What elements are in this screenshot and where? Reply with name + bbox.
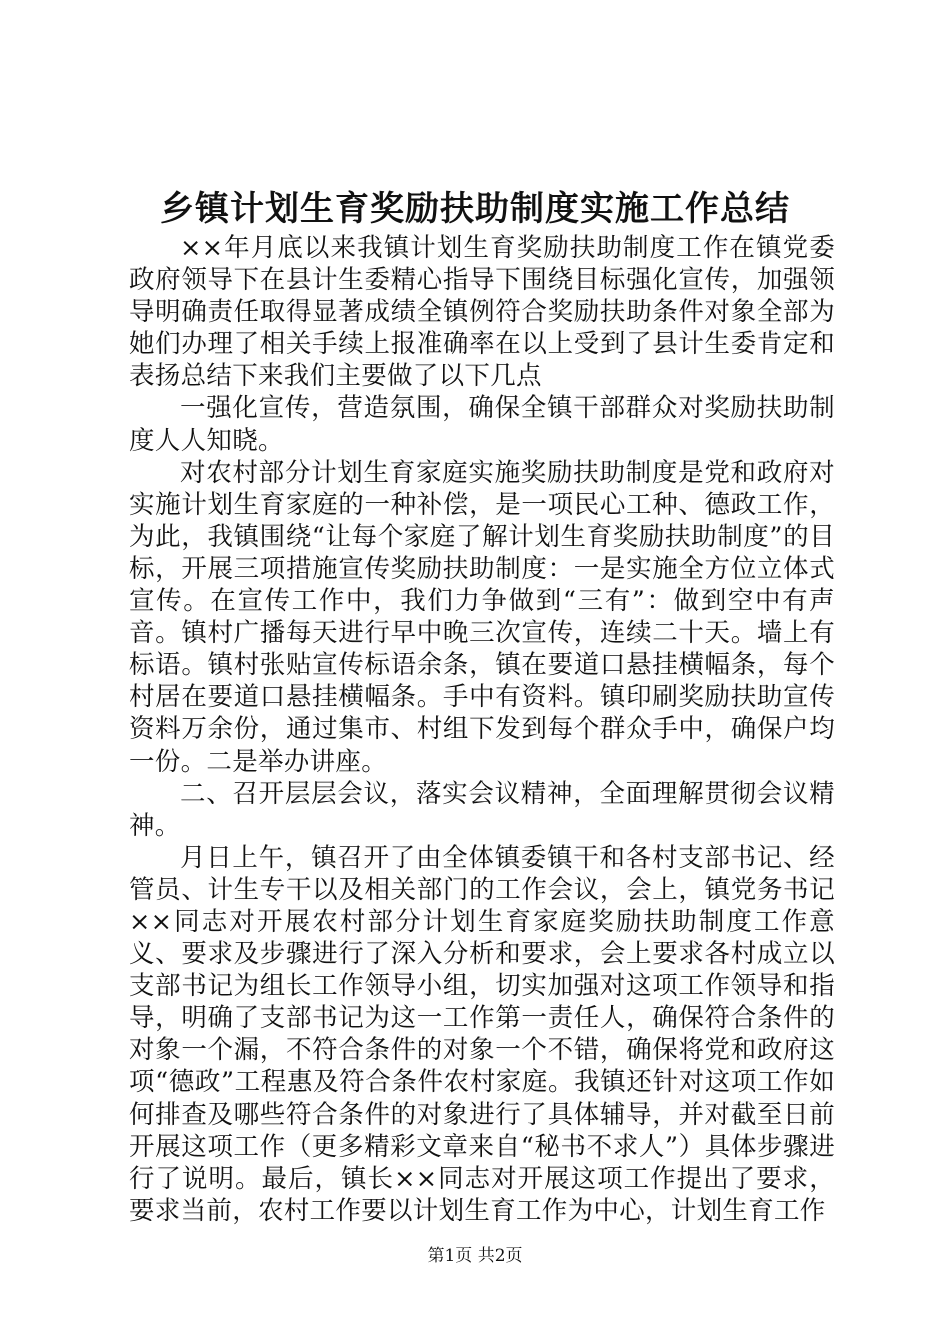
paragraph-intro: ××年月底以来我镇计划生育奖励扶助制度工作在镇党委政府领导下在县计生委精心指导下围绕目标强化宣传，加强领导明确责任取得显著成绩全镇例符合奖励扶助条件对象全部为她们办理了相关手续上报准确率在以上受到了县计生委肯定和表扬总结下来我们主要做了以下几点 xyxy=(129,233,835,392)
paragraph-meeting: 月日上午，镇召开了由全体镇委镇干和各村支部书记、经管员、计生专干以及相关部门的工作会议，会上，镇党务书记××同志对开展农村部分计划生育家庭奖励扶助制度工作意义、要求及步骤进行了深入分析和要求，会上要求各村成立以支部书记为组长工作领导小组，切实加强对这项工作领导和指导，明确了支部书记为这一工作第一责任人，确保符合条件的对象一个漏，不符合条件的对象一个不错，确保将党和政府这项“德政”工程惠及符合条件农村家庭。我镇还针对这项工作如何排查及哪些符合条件的对象进行了具体辅导，并对截至日前开展这项工作（更多精彩文章来自“秘书不求人”）具体步骤进行了说明。最后，镇长××同志对开展这项工作提出了要求，要求当前，农村工作要以计划生育工作为中心，计划生育工作 xyxy=(129,842,835,1226)
page-number: 第1页 共2页 xyxy=(427,1246,523,1266)
paragraph-heading-1: 一强化宣传，营造氛围，确保全镇干部群众对奖励扶助制度人人知晓。 xyxy=(129,393,835,456)
document-body xyxy=(129,232,835,1227)
document-title: 乡镇计划生育奖励扶助制度实施工作总结 xyxy=(160,189,790,229)
paragraph-publicity: 对农村部分计划生育家庭实施奖励扶助制度是党和政府对实施计划生育家庭的一种补偿，是一项民心工种、德政工作，为此，我镇围绕“让每个家庭了解计划生育奖励扶助制度”的目标，开展三项措施宣传奖励扶助制度：一是实施全方位立体式宣传。在宣传工作中，我们力争做到“三有”：做到空中有声音。镇村广播每天进行早中晚三次宣传，连续二十天。墙上有标语。镇村张贴宣传标语余条，镇在要道口悬挂横幅条，每个村居在要道口悬挂横幅条。手中有资料。镇印刷奖励扶助宣传资料万余份，通过集市、村组下发到每个群众手中，确保户均一份。二是举办讲座。 xyxy=(129,457,835,777)
paragraph-heading-2: 二、召开层层会议，落实会议精神，全面理解贯彻会议精神。 xyxy=(129,778,835,841)
